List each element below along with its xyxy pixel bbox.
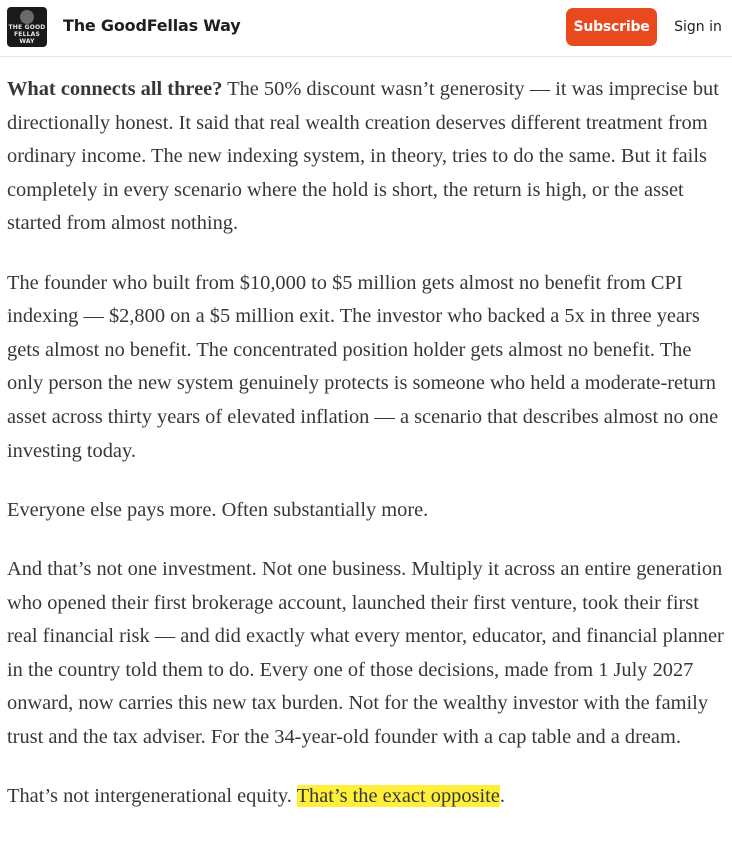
highlighted-text[interactable]: That’s the exact opposite (296, 785, 500, 808)
subscribe-button[interactable]: Subscribe (566, 8, 657, 46)
sign-in-button[interactable]: Sign in (674, 19, 722, 35)
publication-logo[interactable] (7, 7, 47, 47)
logo-text-line2: FELLAS WAY (13, 30, 40, 45)
paragraph-1-body: The 50% discount wasn’t generosity — it was imprecise but directionally honest. It said that real wealth creation deserves different treatment from ordinary income. The new indexing system, in theory, tries to do the same. But it fails completely in every scenario where the hold is short, the return is high, or the asset started from almost nothing. (7, 78, 719, 235)
paragraph-1 (7, 73, 729, 241)
paragraph-5-start: That’s not intergenerational equity. (7, 785, 297, 808)
logo-text-line1: THE GOOD (8, 23, 46, 31)
logo-text (7, 24, 47, 45)
paragraph-5-end: . (499, 785, 505, 808)
paragraph-3: Everyone else pays more. Often substantially more. (7, 498, 429, 521)
paragraph-1-lead: What connects all three? (7, 78, 223, 100)
paragraph-5 (7, 780, 729, 814)
publication-name[interactable]: The GoodFellas Way (63, 16, 241, 35)
paragraph-2: The founder who built from $10,000 to $5 million gets almost no benefit from CPI indexing — $2,800 on a $5 million exit. The investor who backed a 5x in three years gets almost no benefit. The concentrated position holder gets almost no benefit. The only person the new system genuinely protects is someone who held a moderate-return asset across thirty years of elevated inflation — a scenario that describes almost no one investing today. (7, 271, 719, 462)
paragraph-4: And that’s not one investment. Not one business. Multiply it across an entire generation who opened their first brokerage account, launched their first venture, took their first real financial risk — and did exactly what every mentor, educator, and financial planner in the country told them to do. Every one of those decisions, made from 1 July 2027 onward, now carries this new tax burden. Not for the wealthy investor with the family trust and the tax adviser. For the 34-year-old founder with a cap table and a dream. (7, 557, 724, 748)
top-navigation-bar (0, 0, 732, 57)
article-body (7, 73, 729, 839)
logo-portrait-icon (20, 10, 34, 24)
